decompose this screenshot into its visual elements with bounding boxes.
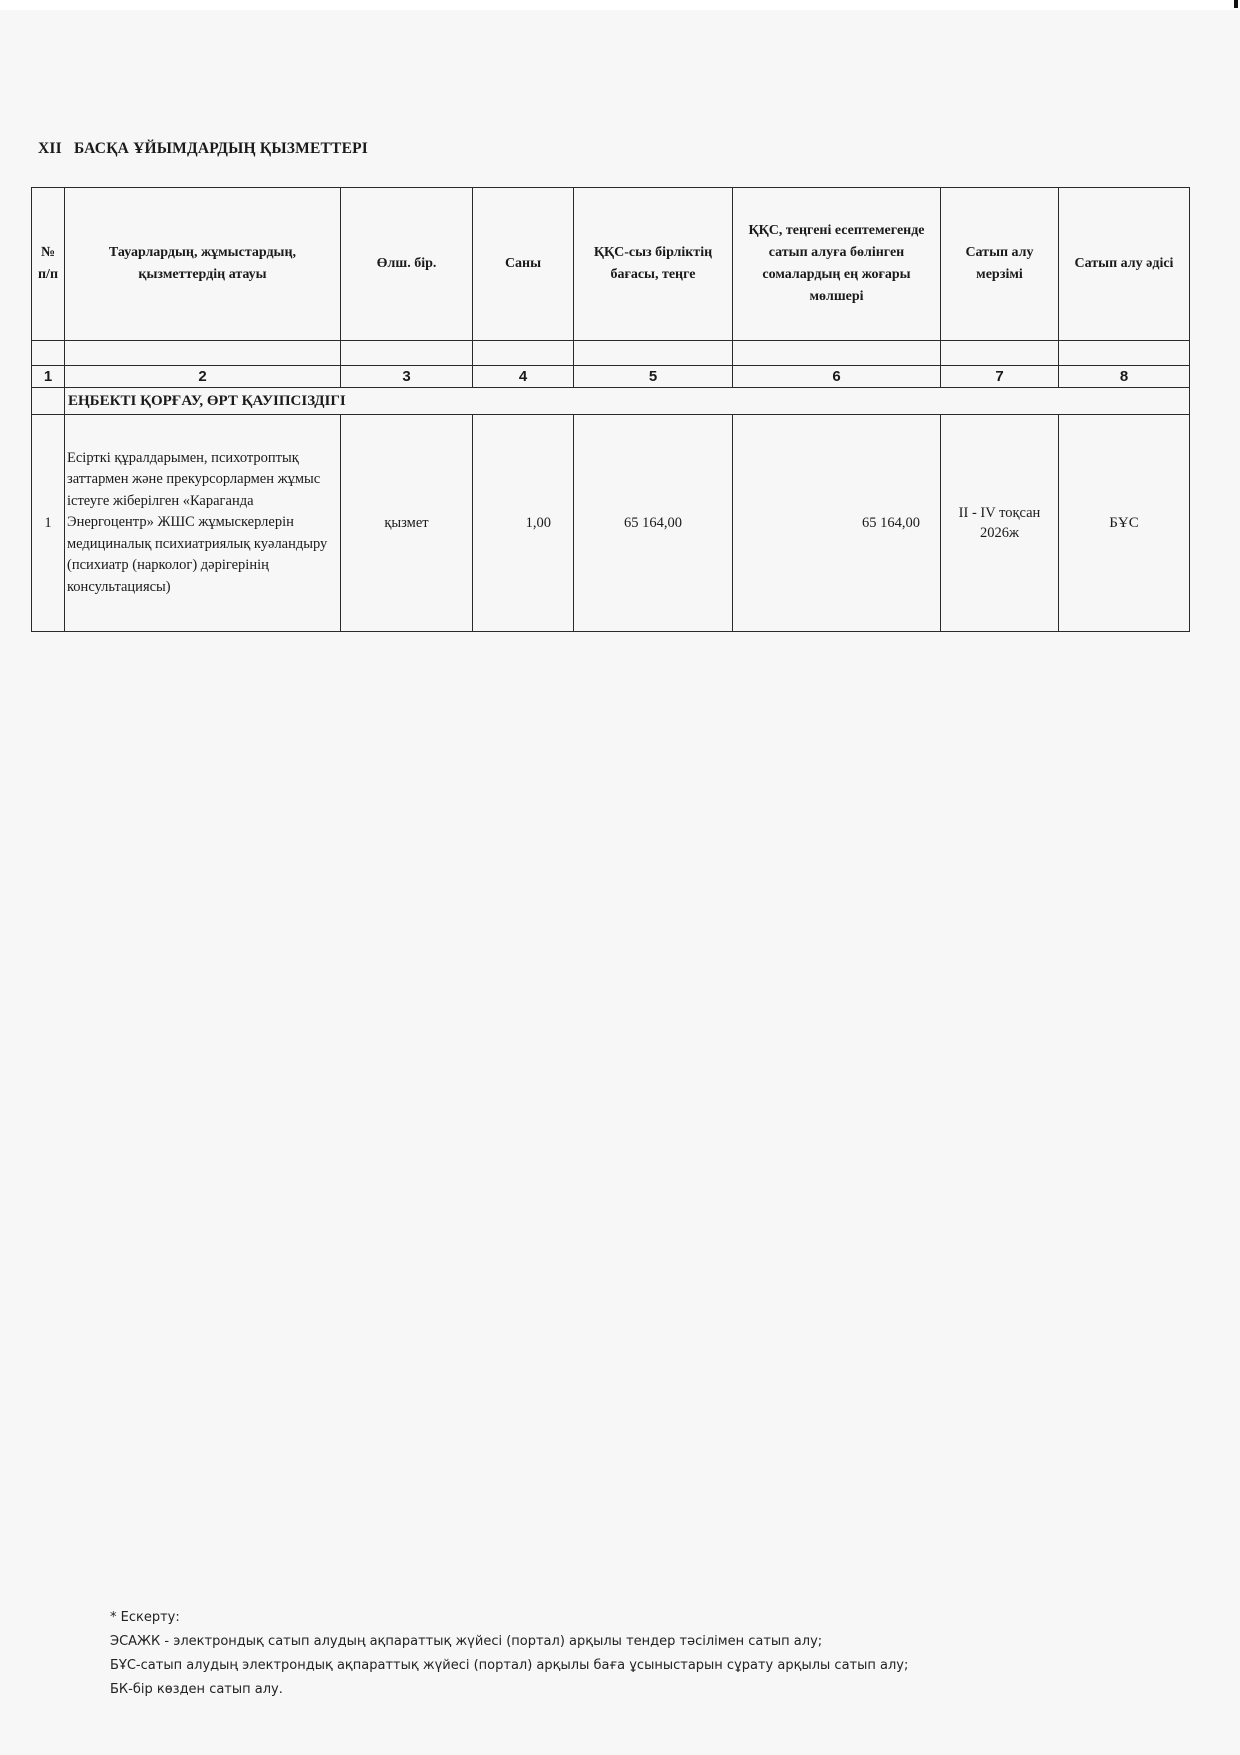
footnote: [110, 1606, 908, 1702]
table-row: [32, 415, 1190, 632]
footnote-line: БҰС-сатып алудың электрондық ақпараттық жүйесі (портал) арқылы баға ұсыныстарын сұрату арқылы сатып алу;: [110, 1658, 909, 1673]
column-number: 7: [941, 366, 1059, 388]
header-cell-total: ҚҚС, теңгені есептемегенде сатып алуға бөлінген сомалардың ең жоғары мөлшері: [733, 188, 941, 341]
item-name: Есірткі құралдарымен, психотроптық заттармен және прекурсорлармен жұмыс істеуге жіберілген «Караганда Энергоцентр» ЖШС жұмыскерлерін медициналық психиатриялық куәландыру (психиатр (нарколог) дәрігерінің консультациясы): [65, 415, 341, 632]
column-number: 8: [1059, 366, 1190, 388]
row-number: 1: [32, 415, 65, 632]
column-number: 1: [32, 366, 65, 388]
header-row: [32, 188, 1190, 341]
footnote-title: * Ескерту:: [110, 1610, 180, 1625]
page-top-edge: [0, 0, 1240, 10]
section-title-text: БАСҚА ҰЙЫМДАРДЫҢ ҚЫЗМЕТТЕРІ: [73, 140, 369, 157]
category-label: ЕҢБЕКТІ ҚОРҒАУ, ӨРТ ҚАУІПСІЗДІГІ: [65, 388, 1190, 415]
item-unit-price: 65 164,00: [574, 415, 733, 632]
column-number: 6: [733, 366, 941, 388]
footnote-line: ЭСАЖК - электрондық сатып алудың ақпараттық жүйесі (портал) арқылы тендер тәсілімен сатып алу;: [110, 1634, 823, 1649]
header-cell-name: Тауарлардың, жұмыстардың, қызметтердің атауы: [65, 188, 341, 341]
column-number: 5: [574, 366, 733, 388]
item-quantity: 1,00: [473, 415, 574, 632]
blank-row: [32, 341, 1190, 366]
scan-corner-mark: [1234, 0, 1238, 8]
item-total-amount: 65 164,00: [733, 415, 941, 632]
column-number-row: [32, 366, 1190, 388]
header-cell-no: № п/п: [32, 188, 65, 341]
header-cell-price: ҚҚС-сыз бірліктің бағасы, теңге: [574, 188, 733, 341]
header-cell-unit: Өлш. бір.: [341, 188, 473, 341]
header-cell-period: Сатып алу мерзімі: [941, 188, 1059, 341]
header-cell-qty: Саны: [473, 188, 574, 341]
section-number: XII: [38, 140, 62, 157]
section-title: [38, 140, 368, 158]
item-procurement-method: БҰС: [1059, 415, 1190, 632]
item-unit: қызмет: [341, 415, 473, 632]
column-number: 3: [341, 366, 473, 388]
footnote-line: БК-бір көзден сатып алу.: [110, 1682, 283, 1697]
column-number: 4: [473, 366, 574, 388]
item-procurement-period: II - IV тоқсан 2026ж: [941, 415, 1059, 632]
procurement-table: [31, 187, 1190, 632]
column-number: 2: [65, 366, 341, 388]
header-cell-method: Сатып алу әдісі: [1059, 188, 1190, 341]
category-row: [32, 388, 1190, 415]
